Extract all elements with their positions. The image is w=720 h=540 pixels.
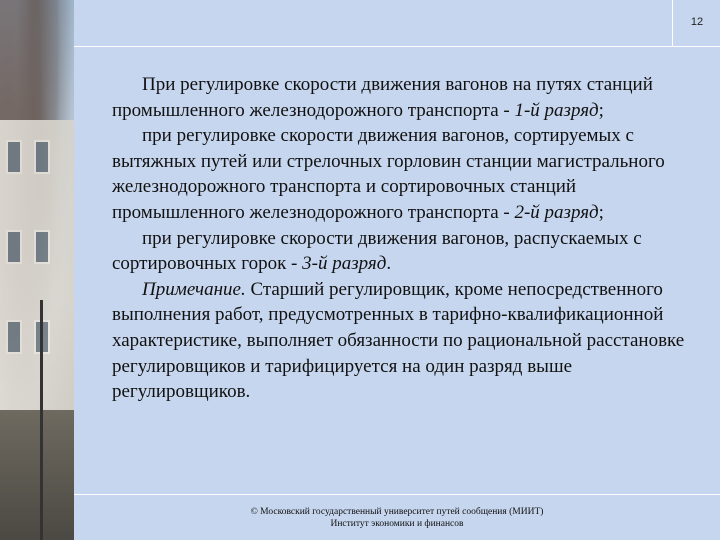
lamp-pole: [40, 300, 43, 540]
building-image: [0, 120, 74, 420]
paragraph-emphasis: 1-й разряд: [514, 99, 599, 121]
paragraph-text: При регулировке скорости движения вагонов на путях станций промышленного железнодорожного транспорта -: [112, 74, 653, 121]
note-label: Примечание.: [142, 278, 246, 300]
paragraph-1: [112, 72, 692, 123]
bottom-divider: [74, 494, 720, 495]
paragraph-note: [112, 277, 692, 405]
paragraph-text: Старший регулировщик, кроме непосредственного выполнения работ, предусмотренных в тарифно-квалификационной характеристике, выполняет обязанности по рациональной расстановке регулировщиков и тарифицируется на один разряд выше регулировщиков.: [112, 278, 685, 403]
ground-image: [0, 410, 74, 540]
window-shape: [6, 140, 22, 174]
page-number-divider: [672, 0, 673, 46]
paragraph-tail: .: [386, 253, 392, 275]
paragraph-emphasis: 3-й разряд: [302, 253, 387, 275]
paragraph-tail: ;: [598, 99, 604, 121]
window-shape: [6, 230, 22, 264]
paragraph-3: [112, 226, 692, 277]
paragraph-text: при регулировке скорости движения вагонов, распускаемых с сортировочных горок -: [112, 227, 642, 275]
window-shape: [34, 140, 50, 174]
paragraph-text: при регулировке скорости движения вагонов, сортируемых с вытяжных путей или стрелочных горловин станции магистрального железнодорожного транспорта и сортировочных станций промышленного железнодорожного транспорта -: [112, 125, 665, 223]
slide-body: [112, 72, 692, 405]
footer-copyright: © Московский государственный университет путей сообщения (МИИТ): [250, 507, 544, 517]
window-shape: [6, 320, 22, 354]
slide-panel: [74, 0, 720, 540]
footer-institute: Институт экономики и финансов: [330, 519, 464, 529]
top-divider: [74, 46, 720, 47]
paragraph-2: [112, 123, 692, 225]
paragraph-tail: ;: [598, 201, 604, 223]
paragraph-emphasis: 2-й разряд: [514, 201, 599, 223]
side-photo: [0, 0, 74, 540]
footer: [74, 506, 720, 530]
window-shape: [34, 230, 50, 264]
page-number: 12: [690, 16, 704, 28]
